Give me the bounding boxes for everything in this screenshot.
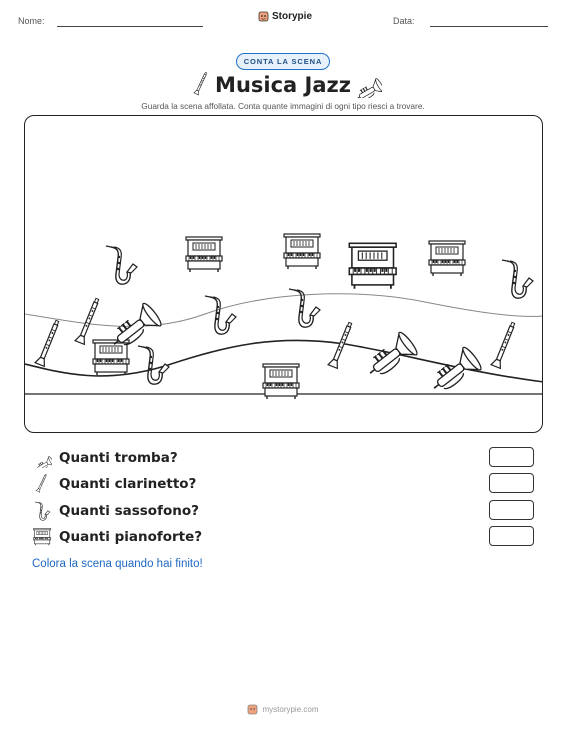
question-text: Quanti tromba?	[59, 450, 178, 466]
question-clarinet	[32, 473, 196, 495]
question-piano	[32, 526, 202, 548]
page-footer	[0, 704, 566, 715]
question-saxophone	[32, 500, 199, 522]
section-badge: CONTA LA SCENA	[236, 53, 330, 70]
brand-logo	[258, 11, 312, 22]
date-field[interactable]	[430, 26, 548, 27]
saxophone-2	[205, 296, 236, 334]
brand-name: Storypie	[272, 11, 313, 22]
piano-4	[429, 241, 465, 276]
scene-illustration	[25, 116, 543, 433]
piano-3	[349, 243, 396, 288]
saxophone-4	[502, 260, 533, 298]
footer-url: mystorypie.com	[262, 705, 319, 714]
question-trumpet	[32, 447, 178, 469]
piano-1	[186, 237, 222, 272]
name-field[interactable]	[57, 26, 203, 27]
piano-6	[263, 364, 299, 399]
clarinet-icon	[32, 474, 52, 494]
question-text: Quanti pianoforte?	[59, 529, 203, 545]
saxophone-1	[106, 246, 137, 284]
answer-box-trumpet[interactable]	[489, 447, 534, 467]
answer-box-piano[interactable]	[489, 526, 534, 546]
page-title: Musica Jazz	[215, 73, 351, 97]
answer-box-clarinet[interactable]	[489, 473, 534, 493]
page-subtitle: Guarda la scena affollata. Conta quante immagini di ogni tipo riesci a trovare.	[141, 101, 425, 111]
trumpet-icon	[350, 70, 382, 98]
name-label: Nome:	[18, 16, 45, 26]
saxophone-5	[138, 346, 169, 384]
trumpet-icon	[32, 448, 52, 468]
piano-icon	[32, 527, 52, 547]
coloring-instruction: Colora la scena quando hai finito!	[32, 558, 203, 570]
question-text: Quanti sassofono?	[59, 503, 199, 519]
piano-5	[93, 340, 129, 375]
piano-2	[284, 234, 320, 269]
trumpet-3	[425, 345, 483, 399]
date-label: Data:	[393, 16, 415, 26]
answer-box-saxophone[interactable]	[489, 500, 534, 520]
clarinet-4	[491, 321, 518, 368]
counting-scene[interactable]	[24, 115, 543, 433]
clarinet-2	[35, 319, 62, 366]
question-text: Quanti clarinetto?	[59, 476, 197, 492]
clarinet-1	[75, 297, 102, 344]
storypie-logo-icon	[247, 704, 258, 715]
storypie-logo-icon	[258, 11, 269, 22]
saxophone-icon	[32, 501, 52, 521]
